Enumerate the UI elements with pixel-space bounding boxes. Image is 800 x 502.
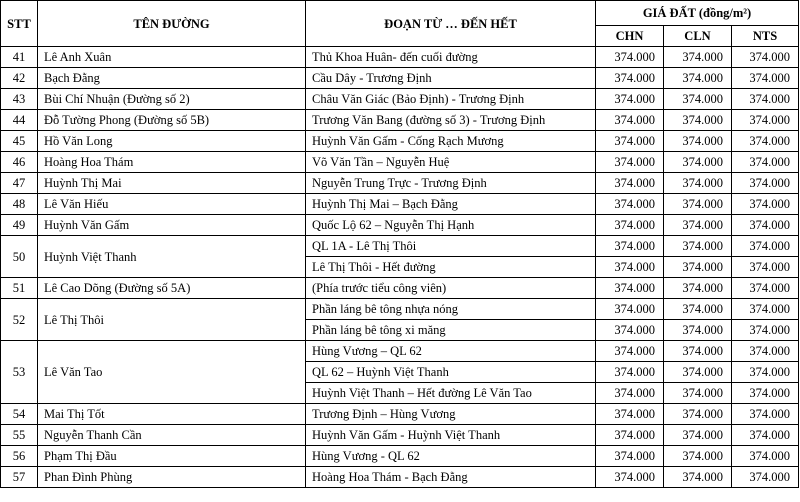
row-street-name: Nguyễn Thanh Cần xyxy=(38,425,306,446)
price-chn: 374.000 xyxy=(596,467,664,488)
row-stt: 42 xyxy=(1,68,38,89)
row-street-name: Lê Thị Thôi xyxy=(38,299,306,341)
row-stt: 44 xyxy=(1,110,38,131)
table-row xyxy=(1,215,799,236)
row-street-name: Mai Thị Tốt xyxy=(38,404,306,425)
row-segment: Trương Định – Hùng Vương xyxy=(306,404,596,425)
price-cln: 374.000 xyxy=(664,68,732,89)
price-nts: 374.000 xyxy=(732,320,799,341)
table-row xyxy=(1,173,799,194)
price-chn: 374.000 xyxy=(596,341,664,362)
table-row xyxy=(1,425,799,446)
row-segment: Hùng Vương – QL 62 xyxy=(306,341,596,362)
price-cln: 374.000 xyxy=(664,446,732,467)
price-cln: 374.000 xyxy=(664,236,732,257)
row-stt: 51 xyxy=(1,278,38,299)
row-street-name: Hoàng Hoa Thám xyxy=(38,152,306,173)
row-stt: 57 xyxy=(1,467,38,488)
row-street-name: Lê Văn Hiếu xyxy=(38,194,306,215)
row-segment: Cầu Dây - Trương Định xyxy=(306,68,596,89)
price-chn: 374.000 xyxy=(596,320,664,341)
price-cln: 374.000 xyxy=(664,425,732,446)
price-cln: 374.000 xyxy=(664,194,732,215)
row-stt: 49 xyxy=(1,215,38,236)
price-nts: 374.000 xyxy=(732,299,799,320)
price-cln: 374.000 xyxy=(664,110,732,131)
price-cln: 374.000 xyxy=(664,131,732,152)
table-row xyxy=(1,404,799,425)
table-row xyxy=(1,236,799,257)
row-stt: 55 xyxy=(1,425,38,446)
price-chn: 374.000 xyxy=(596,278,664,299)
row-segment: Quốc Lộ 62 – Nguyễn Thị Hạnh xyxy=(306,215,596,236)
price-chn: 374.000 xyxy=(596,47,664,68)
table-row xyxy=(1,110,799,131)
price-chn: 374.000 xyxy=(596,194,664,215)
row-segment: Huỳnh Thị Mai – Bạch Đằng xyxy=(306,194,596,215)
row-stt: 48 xyxy=(1,194,38,215)
row-street-name: Lê Văn Tao xyxy=(38,341,306,404)
price-chn: 374.000 xyxy=(596,446,664,467)
price-cln: 374.000 xyxy=(664,362,732,383)
row-street-name: Bùi Chí Nhuận (Đường số 2) xyxy=(38,89,306,110)
row-segment: Nguyễn Trung Trực - Trương Định xyxy=(306,173,596,194)
row-segment: Châu Văn Giác (Bảo Định) - Trương Định xyxy=(306,89,596,110)
row-segment: Hùng Vương - QL 62 xyxy=(306,446,596,467)
price-nts: 374.000 xyxy=(732,425,799,446)
price-nts: 374.000 xyxy=(732,278,799,299)
price-cln: 374.000 xyxy=(664,215,732,236)
price-cln: 374.000 xyxy=(664,152,732,173)
row-stt: 46 xyxy=(1,152,38,173)
price-nts: 374.000 xyxy=(732,89,799,110)
row-street-name: Phạm Thị Đầu xyxy=(38,446,306,467)
price-chn: 374.000 xyxy=(596,383,664,404)
row-segment: Huỳnh Việt Thanh – Hết đường Lê Văn Tao xyxy=(306,383,596,404)
price-nts: 374.000 xyxy=(732,446,799,467)
row-stt: 53 xyxy=(1,341,38,404)
row-segment: QL 62 – Huỳnh Việt Thanh xyxy=(306,362,596,383)
table-row xyxy=(1,446,799,467)
price-chn: 374.000 xyxy=(596,131,664,152)
header-stt: STT xyxy=(1,1,38,47)
price-chn: 374.000 xyxy=(596,236,664,257)
price-chn: 374.000 xyxy=(596,362,664,383)
price-nts: 374.000 xyxy=(732,68,799,89)
price-nts: 374.000 xyxy=(732,383,799,404)
price-cln: 374.000 xyxy=(664,404,732,425)
row-stt: 45 xyxy=(1,131,38,152)
row-segment: Huỳnh Văn Gấm - Cống Rạch Mương xyxy=(306,131,596,152)
row-stt: 41 xyxy=(1,47,38,68)
price-nts: 374.000 xyxy=(732,341,799,362)
row-stt: 43 xyxy=(1,89,38,110)
header-cln: CLN xyxy=(664,26,732,47)
price-cln: 374.000 xyxy=(664,173,732,194)
table-header xyxy=(1,1,799,47)
price-cln: 374.000 xyxy=(664,383,732,404)
price-nts: 374.000 xyxy=(732,404,799,425)
table-row xyxy=(1,47,799,68)
row-segment: Hoàng Hoa Thám - Bạch Đằng xyxy=(306,467,596,488)
table-row xyxy=(1,68,799,89)
price-nts: 374.000 xyxy=(732,362,799,383)
header-doan-tu: ĐOẠN TỪ … ĐẾN HẾT xyxy=(306,1,596,47)
row-street-name: Bạch Đằng xyxy=(38,68,306,89)
table-row xyxy=(1,131,799,152)
row-segment: QL 1A - Lê Thị Thôi xyxy=(306,236,596,257)
price-cln: 374.000 xyxy=(664,47,732,68)
price-cln: 374.000 xyxy=(664,89,732,110)
row-street-name: Đỗ Tường Phong (Đường số 5B) xyxy=(38,110,306,131)
row-street-name: Huỳnh Việt Thanh xyxy=(38,236,306,278)
price-cln: 374.000 xyxy=(664,278,732,299)
row-segment: Phần láng bê tông xi măng xyxy=(306,320,596,341)
row-segment: Trương Văn Bang (đường số 3) - Trương Định xyxy=(306,110,596,131)
row-segment: Huỳnh Văn Gấm - Huỳnh Việt Thanh xyxy=(306,425,596,446)
header-gia-dat: GIÁ ĐẤT (đồng/m²) xyxy=(596,1,799,26)
row-segment: (Phía trước tiểu công viên) xyxy=(306,278,596,299)
table-row xyxy=(1,194,799,215)
header-ten-duong: TÊN ĐƯỜNG xyxy=(38,1,306,47)
price-nts: 374.000 xyxy=(732,47,799,68)
price-nts: 374.000 xyxy=(732,131,799,152)
header-chn: CHN xyxy=(596,26,664,47)
row-street-name: Huỳnh Thị Mai xyxy=(38,173,306,194)
price-chn: 374.000 xyxy=(596,89,664,110)
price-cln: 374.000 xyxy=(664,257,732,278)
price-nts: 374.000 xyxy=(732,194,799,215)
table-row xyxy=(1,341,799,362)
price-nts: 374.000 xyxy=(732,215,799,236)
table-row xyxy=(1,467,799,488)
row-street-name: Lê Cao Dõng (Đường số 5A) xyxy=(38,278,306,299)
price-cln: 374.000 xyxy=(664,320,732,341)
price-chn: 374.000 xyxy=(596,110,664,131)
price-cln: 374.000 xyxy=(664,299,732,320)
row-segment: Phần láng bê tông nhựa nóng xyxy=(306,299,596,320)
price-chn: 374.000 xyxy=(596,299,664,320)
row-street-name: Hồ Văn Long xyxy=(38,131,306,152)
price-cln: 374.000 xyxy=(664,341,732,362)
row-segment: Võ Văn Tần – Nguyễn Huệ xyxy=(306,152,596,173)
price-chn: 374.000 xyxy=(596,173,664,194)
price-nts: 374.000 xyxy=(732,152,799,173)
row-stt: 50 xyxy=(1,236,38,278)
price-nts: 374.000 xyxy=(732,236,799,257)
row-street-name: Phan Đình Phùng xyxy=(38,467,306,488)
price-nts: 374.000 xyxy=(732,467,799,488)
price-chn: 374.000 xyxy=(596,215,664,236)
price-cln: 374.000 xyxy=(664,467,732,488)
price-chn: 374.000 xyxy=(596,404,664,425)
header-nts: NTS xyxy=(732,26,799,47)
row-segment: Thủ Khoa Huân- đến cuối đường xyxy=(306,47,596,68)
price-chn: 374.000 xyxy=(596,68,664,89)
table-row xyxy=(1,299,799,320)
row-stt: 47 xyxy=(1,173,38,194)
price-nts: 374.000 xyxy=(732,110,799,131)
row-segment: Lê Thị Thôi - Hết đường xyxy=(306,257,596,278)
row-stt: 56 xyxy=(1,446,38,467)
price-chn: 374.000 xyxy=(596,257,664,278)
table-row xyxy=(1,89,799,110)
price-chn: 374.000 xyxy=(596,152,664,173)
price-nts: 374.000 xyxy=(732,173,799,194)
row-stt: 54 xyxy=(1,404,38,425)
row-stt: 52 xyxy=(1,299,38,341)
row-street-name: Lê Anh Xuân xyxy=(38,47,306,68)
table-row xyxy=(1,278,799,299)
row-street-name: Huỳnh Văn Gấm xyxy=(38,215,306,236)
table-row xyxy=(1,152,799,173)
price-chn: 374.000 xyxy=(596,425,664,446)
price-nts: 374.000 xyxy=(732,257,799,278)
table-body xyxy=(1,47,799,488)
